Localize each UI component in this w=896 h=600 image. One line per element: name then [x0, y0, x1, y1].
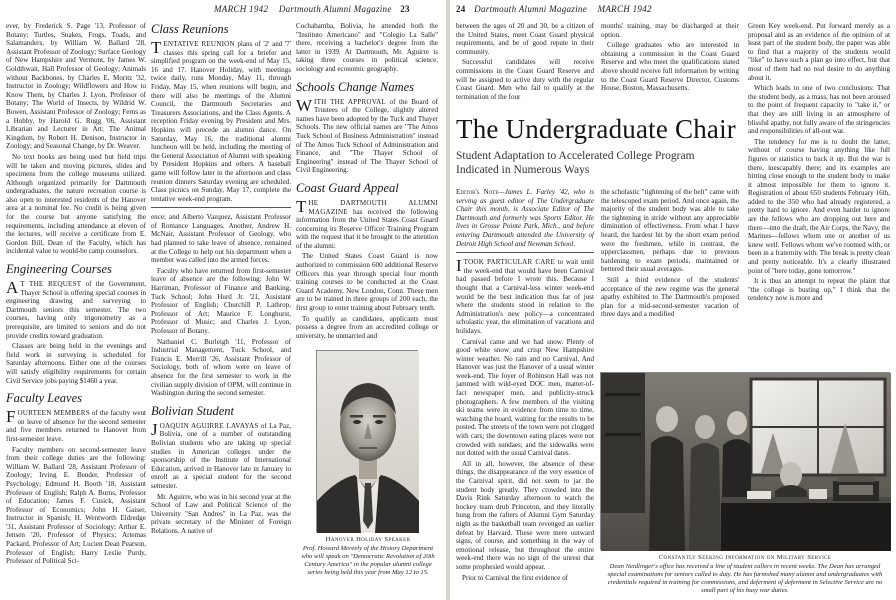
left-page	[0, 0, 446, 600]
continuation-paragraph: ever, by Frederick S. Page '13, Professor of Botany; Turtles, Snakes, Frogs, Toads, and Salamanders, by William W. Ballard '28, Assistant Professor of Zoology; Surface Geology of New Hampshire and Vermont, by James W. Goldthwait, Hall Professor of Geology; Animals without Backbones, by Charles E. Moritz '32, Instructor in Zoology; Wildflowers and How to Know Them, by Charles J. Lyon, Professor of Botany; The World of Insects, by Wildrid W. Bowen, Assistant Professor of Zoology; Ferns as a Hobby, by Harold G. Rugg '06, Assistant Librarian and Lecturer in Art; The Animal Kingdom, by Robert H. Denison, Instructor in Zoology; and Seasonal Change, by Dr. Weaver.	[6, 22, 146, 151]
portrait-photo	[316, 350, 418, 532]
dropcap: T	[296, 196, 307, 216]
faculty-text: of the faculty went on leave of absence for the second semester and five members returned to Hanover from first-semester leave.	[6, 409, 147, 443]
editor-note	[456, 188, 594, 248]
portrait-caption	[300, 536, 436, 577]
right-column-3	[748, 22, 890, 366]
exam-paragraph: the scholastic "tightening of the belt" came with the telescoped exam period. And once again, the majority of the student body was able to take the tightening in stride without any appreciable diminution of effectiveness. From what I have heard, the hardest hit by the short exam period were the freshmen, while in contrast, the upperclassmen, perhaps due to previous hardening to exam periods, maintained or bettered their usual averages.	[601, 188, 739, 274]
body-column-2	[601, 188, 739, 364]
apathy-paragraph: Still a third evidence of the students' acceptance of the new regime was the general apathy exhibited to The Dartmouth's proposed plan for a mid-second-semester vacation of three days and a modified	[601, 275, 739, 319]
left-column-1	[6, 22, 146, 594]
heading-schools-change-names: Schools Change Names	[296, 79, 415, 94]
coast-guard-info-paragraph: College graduates who are interested in obtaining a commission in the Coast Guard Reserve and who meet the qualifications stated above should receive full information by writing to the Coast Guard Reserve Director, Customs House, Boston, Massachusetts.	[601, 41, 739, 93]
editor-note-lead: Editor's Note	[456, 188, 499, 196]
right-page	[450, 0, 896, 600]
conclusions-paragraph: Which leads to one of two conclusions: That the student body, as a mass, has not been aroused to the point of frequent capacity to "take it," or that they are still living in an atmosphere of blissful apathy, not fully aware of the stringencies and responsibilities of all-out war.	[748, 84, 890, 136]
portrait-photo-image	[317, 351, 419, 533]
plaint-paragraph: It is thus an attempt to repeat the plaint that "the college is busting up," I think that the tendency now is more and	[748, 277, 890, 303]
lead-in: TOOK PARTICULAR CARE	[463, 258, 556, 267]
schools-text: of the Board of Trustees of the College, slightly altered names have been adopted by the Tuck and Thayer Schools. The new official names are "The Amos Tuck School of Business Administration" instead of The Amos Tuck School of Administration and Finance, and "The Thayer School of Engineering" instead of The Thayer School of Civil Engineering.	[296, 97, 438, 175]
left-running-head-title: Dartmouth Alumni Magazine	[278, 4, 392, 14]
coast-guard-paragraph-2: The United States Coast Guard is now authorized to commission 600 additional Reserve Officers this year through special four month training courses to be conducted at the Coast Guard Academy, New London, Conn. These men are to be trained in three groups of 200 each, the first group to enter training about February tenth.	[296, 252, 438, 313]
dropcap: A	[6, 278, 19, 298]
carnival-paragraph	[456, 258, 594, 335]
dropcap: T	[151, 38, 162, 57]
lead-in: T THE REQUEST	[20, 280, 82, 289]
left-column-2	[151, 22, 291, 594]
right-running-head-date: MARCH 1942	[597, 4, 652, 14]
lead-in: ENTATIVE REUNION	[163, 40, 235, 48]
left-column-3	[296, 22, 438, 340]
schools-paragraph	[296, 95, 438, 175]
body-column-1	[456, 188, 594, 594]
heading-bolivian-student: Bolivian Student	[151, 403, 234, 418]
green-key-paragraph: Green Key week-end. Put forward merely as a proposal and as an evidence of the opinion of at least part of the student body, the paper was able to find that a majority of the students would "like" to have such a plan go into effect, but that most of them had no real desire to do anything about it.	[748, 22, 890, 82]
lead-in: HE DARTMOUTH ALUMNI MAGAZINE	[308, 198, 438, 216]
faculty-continuation-paragraph: ence; and Alberto Vazquez, Assistant Professor of Romance Languages. Another, Andrew H. McNair, Assistant Professor of Geology, who had planned to take leave of absence, remained at the College to help out his department when a member was called into the armed forces.	[151, 213, 291, 265]
engineering-paragraph	[6, 280, 146, 340]
office-photo-image	[601, 373, 891, 551]
right-top-column-1	[456, 22, 594, 101]
office-caption-body: Dean Neidlinger's office has received a line of student callers in recent weeks. The Dean has arranged special examinations for seniors called to duty. He has furnished many alumni and undergraduates with credentials required in training for commissions, and deferment of deferment in Selective Service are no small part of his busy war duties.	[607, 563, 883, 594]
office-photo	[600, 372, 890, 550]
left-page-number: 23	[400, 4, 410, 14]
faculty-paragraph	[6, 409, 146, 443]
office-photo-caption	[600, 554, 890, 595]
right-running-head-title: Dartmouth Alumni Magazine	[474, 4, 588, 14]
lead-in: OURTEEN MEMBERS	[17, 409, 90, 418]
coast-guard-paragraph-3: To qualify as candidates, applicants must possess a degree from an accredited college or university, be unmarried and	[296, 314, 438, 340]
office-caption-title: Constantly Seeking Information on Military Service	[658, 554, 832, 561]
coast-guard-continuation: between the ages of 20 and 30, be a citizen of the United States, meet Coast Guard physical requirements, and be of good repute in their community.	[456, 22, 594, 56]
carnival-text: to wait until the week-end that would have been Carnival had passed before I wrote this. Because I thought that a Carnival-less winter week-end would be the best indication thus far of just where the students stood in relation to the Administration's new policy—a concentrated scholastic year, the elimination of vacations and holidays.	[456, 258, 594, 335]
class-reunions-text: plans of '2' and '7' classes this spring call for a briefer and simplified program on the week-end of May 15, 16 and 17. Hanover Holiday, with meetings twice daily, runs Monday, May 11, through Friday, May 15, when reunions will begin, and there will also be meetings of the Alumni Council, the Dartmouth Secretaries and Treasurers Associations, and the Class Agents. A reception Friday evening by President and Mrs. Hopkins will precede an alumni dance. On Saturday, May 16, the traditional alumni luncheon will be held, including the meeting of the General Association of Alumni with speaking by President Hopkins and others. A baseball game will follow later in the afternoon and class reunion dinners Saturday evening are scheduled. Class picnics on Sunday, May 17, complete the tentative week-end program.	[151, 40, 291, 203]
dropcap: J	[151, 419, 158, 439]
right-top-column-2	[601, 22, 739, 93]
burleigh-paragraph: Nathaniel C. Burleigh '11, Professor of Industrial Management, Tuck School, and Francis E. Merrill '26, Assistant Professor of Sociology, both of whom were on leave of absence for the first semester to work in the civilian supply division of OPM, will continue in Washington during the second semester.	[151, 337, 291, 398]
bolivian-paragraph-2: Mr. Aguirre, who was in his second year at the School of Law and Political Science of the University "San Andres" in La Paz, was the private secretary of the Minister of Foreign Relations. A native of	[151, 492, 291, 535]
coast-guard-discharge-paragraph: months' training, may be discharged at their option.	[601, 22, 739, 39]
dropcap: F	[6, 407, 16, 427]
section-rule	[151, 207, 291, 208]
carnival-paragraph-4: Prior to Carnival the first evidence of	[462, 573, 568, 582]
portrait-caption-title: Hanover Holiday Speaker	[325, 536, 411, 543]
coast-guard-paragraph	[296, 196, 438, 251]
dropcap: W	[296, 95, 313, 115]
right-page-number: 24	[456, 4, 466, 14]
lead-in: OAQUIN AGUIRRE LAVAYAS	[159, 421, 259, 430]
nature-course-paragraph: No text books are being used but field trips will be taken and moving pictures, slides and specimens from the college museums utilized. Although organized primarily for Dartmouth undergraduates, the nature recreation course is also open to interested residents of the Hanover area at a nominal fee. No credit is being given for the course but anyone satisfying the requirements, including attendance at eleven of the lectures, will receive a certificate from E. Gordon Bill, Dean of the Faculty, which has incidental value to would-be camp counselors.	[6, 152, 146, 256]
faculty-paragraph-2: Faculty members on second-semester leave from their college duties are the following: William W. Ballard '28, Assistant Professor of Zoology; Irving E. Bender, Professor of Psychology; Edmund H. Booth '18, Assistant Professor of English; Ralph A. Burns, Professor of Education; James F. Cusick, Assistant Professor of Economics; John H. Gaiser, Instructor in Spanish; H. Wentworth Eldredge '31, Assistant Professor of Sociology; Arthur E. Jensen '20, Professor of Physics; Artemas Packard, Professor of Art; Lucien Dean Pearson, Professor of English; Harry Leslie Purdy, Professor of Political Sci-	[6, 445, 146, 566]
engineering-text: of the Government, Thayer School is offering special courses in engineering drawing and surveying to Dartmouth seniors this semester. The two courses, having only trigonometry as a prerequisite, are limited to seniors and do not provide credits toward graduation.	[6, 280, 146, 340]
heading-coast-guard-appeal: Coast Guard Appeal	[296, 180, 399, 195]
right-running-head	[456, 4, 652, 14]
bolivian-paragraph	[151, 419, 291, 491]
cochabamba-paragraph: Cochabamba, Bolivia, he attended both the "Instituto Americano" and "Colegio La Salle" there, receiving a bachelor's degree from the latter in 1939. At Dartmouth, Mr. Aguirre is taking three courses in political science, sociology and economic geography.	[296, 22, 438, 73]
faculty-returned-paragraph: Faculty who have returned from first-semester leave of absence are the following: John W. Harriman, Professor of Finance and Banking, Tuck School; John Hurd Jr. '21, Assistant Professor of English; Churchill P. Lathrop, Professor of Art; Maurice F. Longhurst, Professor of Music; and Charles J. Lyon, Professor of Botany.	[151, 266, 291, 335]
editor-note-text: —James L. Farley '42, who is serving as guest editor of The Undergraduate Chair this month, is Associate Editor of The Dartmouth and formerly was Sports Editor. He lives in Grosse Pointe Park, Mich., and before entering Dartmouth attended the University of Detroit High School and Newman School.	[456, 188, 594, 248]
war-tendency-paragraph: The tendency for me is to doubt the latter, without of course having anything like full figures or statistics to back it up. But the war is there, inescapably there; and its examples are hitting close enough to the student body to make it almost impossible for them to ignore it. Registration of about 650 students February 16th, added to the 350 who had already registered, a pretty hard to ignore. And even harder to ignore are the fellows who are dropping out here and there—into the draft, the Air Corps, the Navy, the Marines—fellows whom one or another of us knew well. Fellows whom we've roomed with, or been in a fraternity with. The break is pretty clean and pretty noticeable. It's a clearly illustrated point of "here today, gone tomorrow."	[748, 137, 890, 275]
heading-faculty-leaves: Faculty Leaves	[6, 391, 83, 406]
left-running-head	[214, 4, 416, 14]
carnival-paragraph-2: Carnival came and we had snow. Plenty of good white snow and crisp New Hampshire winter weather. No rain and no Carnival. And Hanover was just the Hanover of a usual winter week-end. The foyer of Robinson Hall was not jammed with wild-eyed DOC men, matter-of-fact newspaper men, and publicity-struck photographers. A few members of the visiting ski teams were in evidence from time to time, watching the board, waiting for the results to be posted. The streets of the town were not clogged with cars; the downtown eating places were not crowded with sundaes; and the sidewalks were not dotted with the usual Carnival dates.	[456, 337, 594, 458]
engineering-paragraph-2: Classes are being held in the evenings and field work in surveying is scheduled for Saturday afternoons. Either one of the courses will satisfy eligibility requirements for certain Civil Service jobs paying $1460 a year.	[6, 342, 146, 385]
feature-title: The Undergraduate Chair	[456, 114, 736, 144]
coast-guard-text: has received the following information from the United States Coast Guard concerning its Reserve Officer Training Program with the request that it be brought to the attention of the alumni:	[296, 207, 438, 250]
lead-in: ITH THE APPROVAL	[314, 97, 386, 106]
dropcap: I	[456, 256, 462, 276]
carnival-paragraph-3: All in all, however, the absence of these things, the disappearance of the very essence of the Carnival spirit, did not seem to jar the student body greatly. They crowded into the Davis Rink Saturday afternoon to watch the hockey team drub Princeton, and they literally hung from the rafters of Alumni Gym Saturday night as the basketball team revenged an earlier defeat by Harvard. These were mere outward signs, of course, and something in the way of emotional release, but throughout the entire week-end there was no sign of the unrest that some prophesied would appear.	[456, 459, 594, 571]
heading-engineering-courses: Engineering Courses	[6, 262, 112, 277]
class-reunions-paragraph	[151, 40, 291, 203]
feature-subtitle-line-1: Student Adaptation to Accelerated College Program	[456, 150, 695, 162]
coast-guard-commission-paragraph: Successful candidates will receive commissions in the Coast Guard Reserve and will be assigned to active duty with the regular Coast Guard. Men who fail to qualify at the termination of the four	[456, 58, 594, 101]
portrait-caption-body: Prof. Howard Mereely of the History Department who will speak on "Democratic Revolution of 20th Century America" in the popular alumni college series being held this year from May 12 to 15.	[301, 545, 435, 576]
editor-note-rule	[456, 252, 594, 253]
feature-subtitle-line-2: Indicated in Numerous Ways	[456, 164, 590, 176]
bolivian-text: of La Paz, Bolivia, one of a number of outstanding Bolivian students who are taking up special studies in American colleges under the sponsorship of the Institute of International Education, arrived in Hanover late in January to enroll as a special student for the second semester.	[151, 421, 291, 490]
heading-class-reunions: Class Reunions	[151, 22, 229, 36]
left-running-head-date: MARCH 1942	[214, 4, 269, 14]
